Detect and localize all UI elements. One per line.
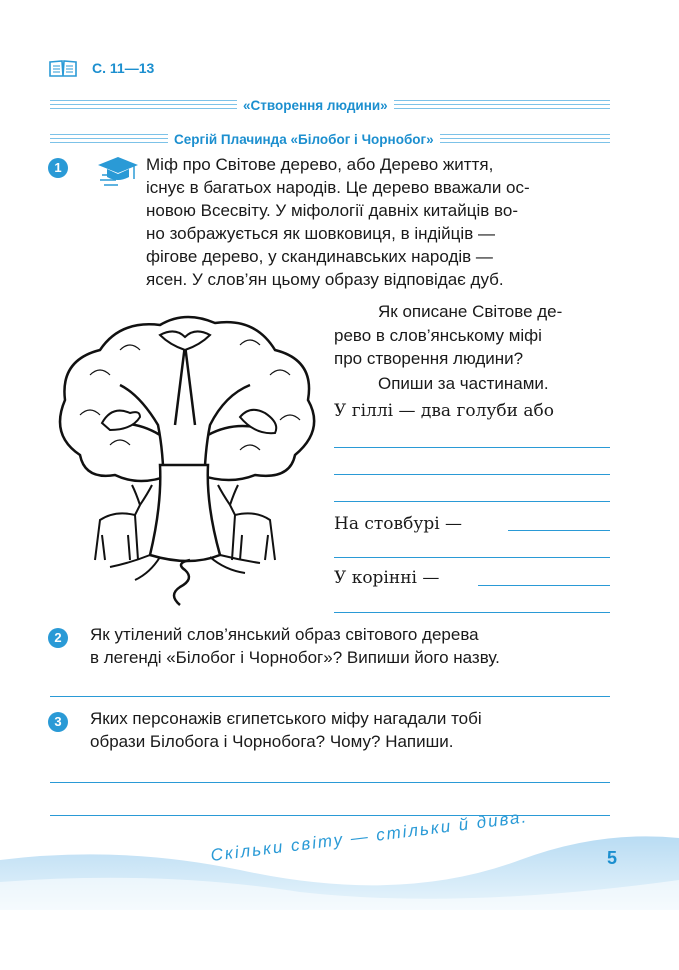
story-title: Сергій Плачинда «Білобог і Чорнобог» — [168, 132, 440, 147]
task1-instruction: Опиши за частинами. — [378, 374, 549, 393]
answer-line[interactable] — [478, 585, 610, 586]
task3-line: образи Білобога і Чорнобога? Чому? Напиши. — [90, 732, 454, 751]
task3-text — [90, 707, 610, 753]
answer-line[interactable] — [334, 501, 610, 502]
question-line: про створення людини? — [334, 349, 524, 368]
task-number-3: 3 — [48, 712, 68, 732]
question-line: рево в слов’янському міфі — [334, 326, 542, 345]
task2-text — [90, 623, 610, 669]
task1-line: ясен. У слов’ян цьому образу відповідає дуб. — [146, 270, 504, 289]
answer-line[interactable] — [508, 530, 610, 531]
task2-line: Як утілений слов’янський образ світового дерева — [90, 625, 479, 644]
task-number-2: 2 — [48, 628, 68, 648]
task1-text — [146, 153, 616, 268]
tree-trunk — [150, 465, 220, 561]
page-number: 5 — [607, 848, 618, 868]
graduation-cap-icon — [96, 153, 140, 187]
trunk-label: На стовбурі — — [334, 514, 463, 534]
task1-line: існує в багатьох народів. Це дерево вважали ос- — [146, 178, 530, 197]
task1-question-cont — [334, 324, 614, 370]
answer-line[interactable] — [334, 447, 610, 448]
task3-line: Яких персонажів єгипетського міфу нагадали тобі — [90, 709, 482, 728]
answer-line[interactable] — [334, 557, 610, 558]
tree-of-life-illustration — [40, 305, 330, 610]
task1-question — [378, 300, 618, 323]
section-title: «Створення людини» — [237, 98, 394, 113]
deer-right — [218, 485, 275, 560]
deer-left — [95, 485, 152, 560]
task1-line: но зображується як шовковиця, в індійців — — [146, 224, 495, 243]
book-icon — [48, 58, 78, 78]
snake — [174, 560, 190, 605]
task2-line: в легенді «Білобог і Чорнобог»? Випиши його назву. — [90, 648, 500, 667]
answer-line[interactable] — [50, 782, 610, 783]
task1-line: новою Всесвіту. У міфології давніх китайців во- — [146, 201, 518, 220]
task1-line: Міф про Світове дерево, або Дерево життя, — [146, 155, 494, 174]
roots-label: У корінні — — [334, 568, 440, 588]
footer-wave — [0, 810, 679, 910]
question-line: Як описане Світове де- — [378, 302, 563, 321]
answer-line[interactable] — [334, 612, 610, 613]
branches-label: У гіллі — два голуби або — [334, 401, 554, 421]
answer-line[interactable] — [334, 474, 610, 475]
page-reference: С. 11—13 — [92, 60, 155, 76]
task1-line: фігове дерево, у скандинавських народів — — [146, 247, 493, 266]
footer-motto: Скільки світу — стільки й дива. — [209, 807, 530, 866]
task-number-1: 1 — [48, 158, 68, 178]
answer-line[interactable] — [50, 696, 610, 697]
